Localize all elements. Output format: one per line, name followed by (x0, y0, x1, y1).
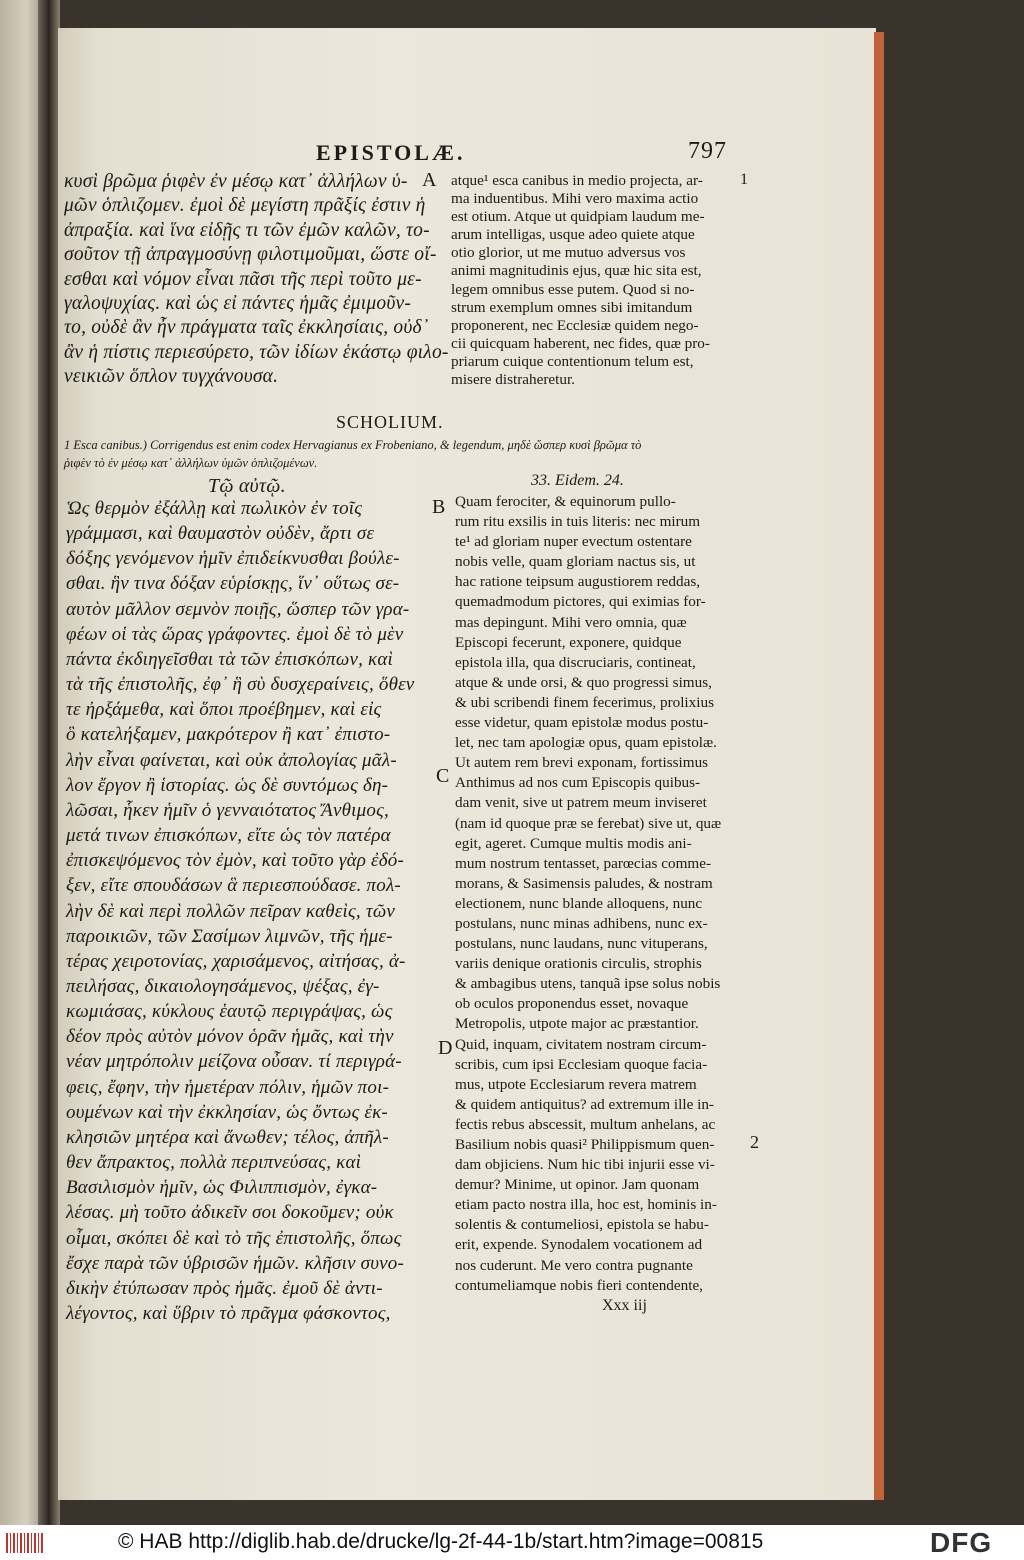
text-line: otio glorior, ut me mutuo adversus vos (451, 244, 686, 262)
barcode-icon (6, 1533, 44, 1553)
text-line: δέον πρὸς αὐτὸν μόνον ὁρᾶν ἡμᾶς, καὶ τὴν (66, 1026, 394, 1048)
text-line: nos cuderunt. Me vero contra pugnante (455, 1256, 693, 1274)
text-line: ἀπραξία. καὶ ἵνα εἰδῇς τι τῶν ἐμῶν καλῶν, το- (64, 219, 430, 241)
text-line: Anthimus ad nos cum Episcopis quibus- (455, 774, 701, 792)
text-line: rum ritu exsilis in tuis literis: nec mirum (455, 513, 701, 531)
text-line: postulans, nunc laudans, nunc vituperans, (455, 935, 708, 953)
text-line: priarum cuique contentionum telum est, (451, 352, 694, 370)
letter-latin-column (455, 492, 721, 1296)
text-line: λέγοντος, καὶ ὕβριν τὸ πρᾶγμα φάσκοντος, (66, 1303, 391, 1324)
top-greek-column (64, 170, 449, 390)
text-line: te¹ ad gloriam nuper evectum ostentare (455, 533, 692, 551)
text-line: εσθαι καὶ νόμον εἶναι πᾶσι τῆς περὶ τοῦτο με- (64, 268, 422, 290)
text-line: Ὡς θερμὸν ἐξάλλῃ καὶ πωλικὸν ἐν τοῖς (66, 498, 363, 519)
text-line: morans, & Sasimensis paludes, & nostram (455, 874, 713, 892)
text-line: cii quicquam haberent, nec fides, quæ pro- (451, 334, 710, 352)
text-line: νεικιῶν ὅπλον τυγχάνουσα. (64, 366, 279, 388)
text-line: Βασιλισμὸν ἡμῖν, ὡς Φιλιππισμὸν, ἐγκα- (66, 1177, 378, 1199)
text-line: τὰ τῆς ἐπιστολῆς, ἐφ᾽ ἣ σὺ δυσχεραίνεις, ὅθεν (66, 674, 415, 696)
text-line: (nam id quoque præ se ferebat) sive ut, quæ (455, 814, 722, 832)
text-line: παροικιῶν, τῶν Σασίμων λιμνῶν, τῆς ἡμε- (66, 925, 393, 947)
scholium-line-1: 1 Esca canibus.) Corrigendus est enim codex Hervagianus ex Frobeniano, & legendum, μηδὲ ὥσπερ κυσὶ βρῶμα τὸ (64, 438, 642, 452)
text-line: dam objiciens. Num hic tibi injurii esse vi- (455, 1156, 715, 1174)
text-line: μῶν ὁπλιζομεν. ἐμοὶ δὲ μεγίστη πρᾶξίς ἐστιν ἡ (64, 195, 426, 217)
text-line: κωμιάσας, κύκλους ἑαυτῷ περιγράψας, ὡς (66, 1001, 393, 1023)
text-line: λῶσαι, ἧκεν ἡμῖν ὁ γενναιότατος Ἄνθιμος, (66, 799, 389, 821)
letter-greek-column (66, 496, 414, 1326)
text-line: mas depingunt. Mihi vero omnia, quæ (455, 613, 687, 631)
text-line: ἐπισκεψόμενος τὸν ἐμὸν, καὶ τοῦτο γὰρ ἐδό- (66, 850, 404, 872)
page-number: 797 (688, 138, 727, 164)
text-line: dam venit, sive ut patrem meum inviseret (455, 794, 707, 812)
text-line: σθαι. ἣν τινα δόξαν εὑρίσκῃς, ἵν᾽ οὕτως σε- (66, 573, 400, 595)
text-line: λέσας. μὴ τοῦτο ἀδικεῖν σοι δοκοῦμεν; οὐκ (66, 1202, 394, 1224)
text-line: contumeliamque nobis fieri contendente, (455, 1276, 703, 1294)
text-line: φέων οἱ τὰς ὥρας γράφοντες. ἐμοὶ δὲ τὸ μὲν (66, 623, 404, 645)
viewer-footer (0, 1525, 1024, 1560)
text-line: Metropolis, utpote major ac præstantior. (455, 1015, 699, 1033)
text-line: νέαν μητρόπολιν μείζονα οὖσαν. τί περιγρά- (66, 1051, 402, 1073)
text-line: μετά τινων ἐπισκόπων, εἴτε ὡς τὸν πατέρα (66, 825, 391, 847)
text-line: animi magnitudinis ejus, quæ hic sita est, (451, 262, 702, 280)
margin-letter-a: A (422, 169, 437, 191)
latin-letter-heading: 33. Eidem. 24. (531, 472, 624, 489)
text-line: γαλοψυχίας. καὶ ὡς εἰ πάντες ἡμᾶς ἐμιμοῦν- (64, 293, 412, 315)
text-line: mum nostrum tentasset, parœcias comme- (455, 854, 712, 872)
text-line: demur? Minime, ut opinor. Jam quonam (455, 1176, 700, 1194)
text-line: mus, utpote Ecclesiarum revera matrem (455, 1075, 697, 1093)
text-line: λὴν δὲ καὶ περὶ πολλῶν πεῖραν καθεὶς, τῶν (66, 900, 396, 922)
text-line: legem omnibus esse putem. Quod si no- (451, 280, 695, 298)
book-page (58, 28, 876, 1500)
book-gutter (38, 0, 60, 1525)
text-line: κυσὶ βρῶμα ῥιφὲν ἐν μέσῳ κατ᾽ ἀλλήλων ὑ- (64, 171, 408, 192)
text-line: φεις, ἔφην, τὴν ἡμετέραν πόλιν, ἡμῶν ποι- (66, 1076, 390, 1098)
text-line: strum exemplum omnes sibi imitandum (451, 298, 693, 316)
text-line: & ambagibus utens, tanquã ipse solus nobis (455, 975, 721, 993)
text-line: electionem, nunc blande alloquens, nunc (455, 894, 703, 912)
text-line: κλησιῶν μητέρα καὶ ἄνωθεν; τέλος, ἀπῆλ- (66, 1126, 389, 1148)
text-line: arum intelligas, usque adeo quiete atque (451, 226, 695, 244)
text-line: & ubi scribendi finem fecerimus, prolixius (455, 693, 714, 711)
text-line: οἶμαι, σκόπει δὲ καὶ τὸ τῆς ἐπιστολῆς, ὅπως (66, 1227, 402, 1249)
text-line: ἔσχε παρὰ τῶν ὑβρισῶν ἡμῶν. κλῆσιν συνο- (66, 1252, 405, 1274)
greek-letter-heading: Τῷ αὐτῷ. (208, 475, 286, 497)
text-line: postulans, nunc minas adhibens, nunc ex- (455, 914, 708, 932)
text-line: ὃ κατελήξαμεν, μακρότερον ἢ κατ᾽ ἐπιστο- (66, 724, 391, 746)
text-line: misere distraheretur. (451, 371, 575, 389)
margin-letter-d: D (438, 1037, 453, 1059)
margin-letter-c: C (436, 765, 450, 787)
text-line: & quidem antiquitus? ad extremum ille in- (455, 1095, 714, 1113)
text-line: Quam ferociter, & equinorum pullo- (455, 493, 676, 510)
text-line: egit, ageret. Cumque multis modis ani- (455, 834, 692, 852)
text-line: λον ἔργον ἢ ἱστορίας. ὡς δὲ συντόμως δη- (66, 774, 389, 796)
source-link[interactable]: © HAB http://diglib.hab.de/drucke/lg-2f-44-1b/start.htm?image=00815 (118, 1530, 764, 1553)
text-line: quemadmodum pictores, qui eximias for- (455, 593, 706, 611)
text-line: solentis & contumeliosi, epistola se habu- (455, 1216, 709, 1234)
text-line: atque¹ esca canibus in medio projecta, ar- (451, 172, 703, 189)
page-edge (874, 32, 884, 1500)
text-line: σοῦτον τῇ ἀπραγμοσύνῃ φιλοτιμοῦμαι, ὥστε οἴ- (64, 244, 437, 266)
text-line: ma induentibus. Mihi vero maxima actio (451, 190, 699, 208)
text-line: θεν ἄπρακτος, πολλὰ περιπνεύσας, καὶ (66, 1152, 362, 1174)
text-line: fectis rebus abscessit, multum anhelans, ac (455, 1115, 716, 1133)
text-line: proponerent, nec Ecclesiæ quidem nego- (451, 316, 699, 334)
text-line: Basilium nobis quasi² Philippismum quen- (455, 1136, 715, 1153)
footnote-marker-1: 1 (740, 171, 748, 188)
text-line: hac ratione teipsum augustiorem reddas, (455, 573, 701, 591)
text-line: nobis velle, quam gloriam nactus sis, ut (455, 553, 696, 571)
running-title: EPISTOLÆ. (316, 140, 466, 165)
top-latin-column (451, 172, 710, 389)
text-line: etiam pacto nostra illa, hoc est, hominis in- (455, 1196, 717, 1214)
text-line: λὴν εἶναι φαίνεται, καὶ οὐκ ἀπολογίας μᾶλ- (66, 749, 397, 771)
scholium-heading: SCHOLIUM. (336, 412, 444, 432)
text-line: ξεν, εἴτε σπουδάσων ἃ περιεσπούδασε. πολ- (66, 875, 401, 897)
margin-letter-b: B (432, 496, 446, 518)
footnote-marker-2: 2 (750, 1132, 759, 1152)
text-line: πειλήσας, δικαιολογησάμενος, ψέξας, ἐγ- (66, 975, 380, 997)
text-line: τε ἠρξάμεθα, καὶ ὅποι προέβημεν, καὶ εἰς (66, 699, 382, 721)
signature-mark: Xxx iij (602, 1297, 647, 1314)
text-line: δικὴν ἐτύπωσαν πρὸς ἡμᾶς. ἐμοῦ δὲ ἀντι- (66, 1277, 383, 1299)
text-line: Episcopi fecerunt, exponere, quidque (455, 633, 682, 651)
text-line: epistola illa, qua discruciaris, contineat, (455, 653, 696, 671)
text-line: est otium. Atque ut quidpiam laudum me- (451, 208, 705, 226)
text-line: scribis, cum ipsi Ecclesiam quoque facia- (455, 1055, 708, 1073)
text-line: atque & unde orsi, & quo progressi simus, (455, 673, 712, 691)
text-line: πάντα ἐκδιηγεῖσθαι τὰ τῶν ἐπισκόπων, καὶ (66, 648, 393, 670)
text-line: αυτὸν μᾶλλον σεμνὸν ποιῇς, ὥσπερ τῶν γρα- (66, 598, 410, 620)
text-line: variis denique orationis circulis, strophis (455, 955, 702, 973)
text-line: erit, expende. Synodalem vocationem ad (455, 1236, 703, 1254)
text-line: Ut autem rem brevi exponam, fortissimus (455, 754, 709, 772)
text-line: esse videtur, quam epistolæ modus postu- (455, 714, 709, 732)
text-line: το, οὐδὲ ἂν ἦν πράγματα ταῖς ἐκκλησίαις, οὐδ᾽ (64, 317, 429, 339)
scholium-line-2: ῥιφὲν τὸ ἐν μέσῳ κατ᾽ ἀλλήλων ὑμῶν ὁπλιζομένων. (64, 456, 318, 470)
text-line: Quid, inquam, civitatem nostram circum- (455, 1035, 707, 1053)
text-line: ουμένων καὶ τὴν ἐκκλησίαν, ὡς ὄντως ἐκ- (66, 1101, 388, 1123)
text-line: δόξης γενόμενον ἡμῖν ἐπιδείκνυσθαι βούλε- (66, 548, 400, 570)
dfg-logo: DFG (930, 1527, 993, 1558)
text-line: ἂν ἡ πίστις περιεσύρετο, τῶν ἰδίων ἑκάστῳ φιλο- (64, 341, 449, 363)
text-line: let, nec tam apologiæ opus, quam epistolæ. (455, 734, 717, 752)
text-line: ob oculos proponendus esset, novaque (455, 995, 689, 1013)
text-line: γράμμασι, καὶ θαυμαστὸν οὐδὲν, ἄρτι σε (66, 523, 375, 545)
text-line: τέρας χειροτονίας, χαρισάμενος, αἰτήσας, ἀ- (66, 950, 406, 972)
